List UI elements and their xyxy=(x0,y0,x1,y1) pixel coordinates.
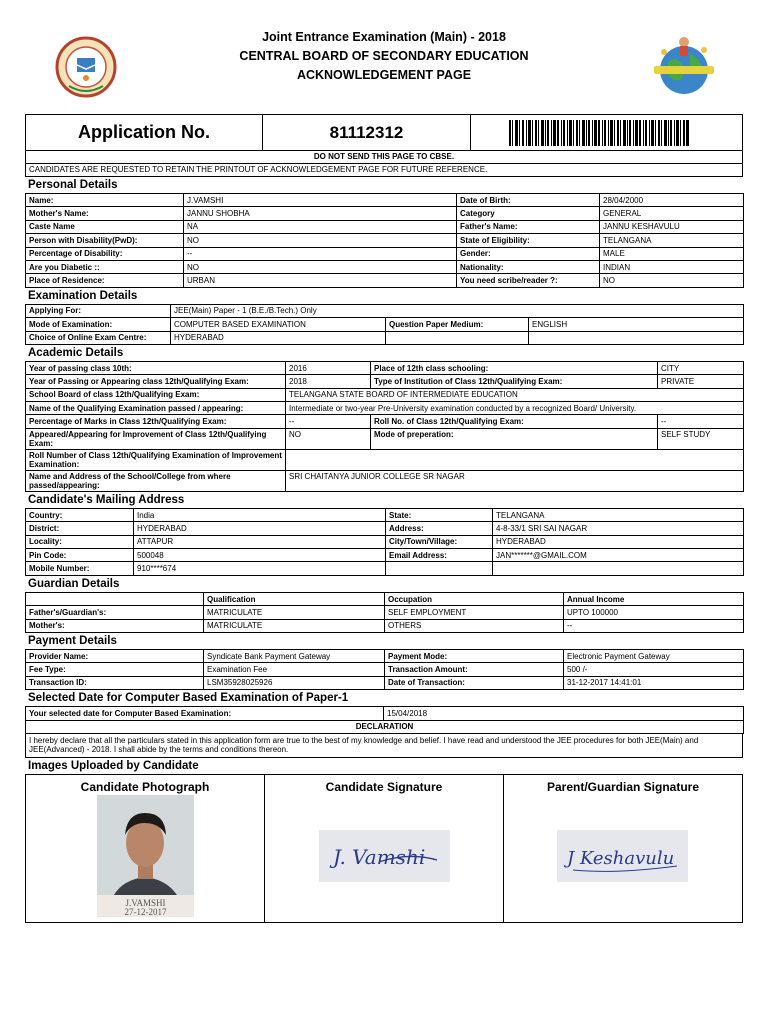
notice-retain-printout: CANDIDATES ARE REQUESTED TO RETAIN THE PRINTOUT OF ACKNOWLEDGEMENT PAGE FOR FUTURE REFERENCE. xyxy=(25,164,743,177)
table-cell-value: CITY xyxy=(658,361,744,374)
application-label: Application No. xyxy=(26,115,263,150)
table-header-row xyxy=(26,592,744,605)
table-cell-label: Question Paper Medium: xyxy=(386,318,529,331)
table-cell-label: Appeared/Appearing for Improvement of Class 12th/Qualifying Exam: xyxy=(26,428,286,449)
table-cell-value: TELANGANA xyxy=(600,234,744,247)
table-cell-value: SELF STUDY xyxy=(658,428,744,449)
table-cell-value: -- xyxy=(564,619,744,632)
section-title-address: Candidate's Mailing Address xyxy=(28,493,185,506)
table-cell-value: COMPUTER BASED EXAMINATION xyxy=(171,318,386,331)
table-cell-value: 2016 xyxy=(286,361,371,374)
photo-caption: Candidate Photograph xyxy=(80,779,210,794)
table-cell-label: Transaction Amount: xyxy=(385,663,564,676)
table-cell-label: Provider Name: xyxy=(26,649,204,662)
table-row xyxy=(26,606,744,619)
table-cell-value: MATRICULATE xyxy=(204,606,385,619)
table-cell-value: NO xyxy=(286,428,371,449)
table-row xyxy=(26,562,744,575)
declaration-title: DECLARATION xyxy=(26,720,744,733)
table-cell-value: 2018 xyxy=(286,375,371,388)
table-cell-label: Email Address: xyxy=(386,549,493,562)
table-column-header: Annual Income xyxy=(564,592,744,605)
table-row xyxy=(26,522,744,535)
table-cell-label: Mobile Number: xyxy=(26,562,134,575)
table-row xyxy=(26,649,744,662)
table-cell-value: ENGLISH xyxy=(529,318,744,331)
table-cell-value: PRIVATE xyxy=(658,375,744,388)
exam-title: Joint Entrance Examination (Main) - 2018 xyxy=(262,30,506,44)
cbe-date-table xyxy=(25,706,744,734)
table-cell-label: Locality: xyxy=(26,535,134,548)
acknowledgement-form xyxy=(25,114,743,923)
table-cell-value: TELANGANA xyxy=(493,508,744,521)
table-cell-label: Year of passing class 10th: xyxy=(26,361,286,374)
mascot-globe-logo xyxy=(650,30,718,102)
table-row xyxy=(26,415,744,428)
table-cell-empty xyxy=(386,331,529,344)
table-cell-value: NO xyxy=(184,260,457,273)
section-title-guardian: Guardian Details xyxy=(28,577,120,590)
table-cell-value: LSM35928025926 xyxy=(204,676,385,689)
table-cell-label: Mode of Examination: xyxy=(26,318,171,331)
table-row xyxy=(26,220,744,233)
table-cell-label: Name and Address of the School/College from where passed/appearing: xyxy=(26,470,286,491)
table-cell-label: Name: xyxy=(26,194,184,207)
table-row xyxy=(26,402,744,415)
parent-signature-caption: Parent/Guardian Signature xyxy=(546,779,700,794)
table-cell-label: Father's Name: xyxy=(457,220,600,233)
parent-signature xyxy=(557,830,688,882)
table-cell-value: -- xyxy=(658,415,744,428)
table-cell-value: GENERAL xyxy=(600,207,744,220)
table-cell-value: J.VAMSHI xyxy=(184,194,457,207)
table-cell-label: Mother's: xyxy=(26,619,204,632)
table-row xyxy=(26,549,744,562)
notice-do-not-send: DO NOT SEND THIS PAGE TO CBSE. xyxy=(25,151,743,164)
table-cell-label: Percentage of Marks in Class 12th/Qualifying Exam: xyxy=(26,415,286,428)
table-cell-value: 31-12-2017 14:41:01 xyxy=(564,676,744,689)
table-column-header xyxy=(26,592,204,605)
table-row xyxy=(26,331,744,344)
table-cell-label: Transaction ID: xyxy=(26,676,204,689)
table-cell-label: District: xyxy=(26,522,134,535)
table-row xyxy=(26,260,744,273)
candidate-signature-cell xyxy=(265,775,504,922)
academic-details-table xyxy=(25,361,744,492)
candidate-photograph xyxy=(97,795,194,917)
table-cell-value: MATRICULATE xyxy=(204,619,385,632)
table-row xyxy=(26,428,744,449)
table-cell-value: URBAN xyxy=(184,274,457,287)
parent-signature-text: J Keshavulu xyxy=(567,847,675,869)
guardian-details-table xyxy=(25,592,744,633)
page-title: ACKNOWLEDGEMENT PAGE xyxy=(296,68,472,82)
table-cell-value: 500048 xyxy=(134,549,386,562)
table-cell-label: Name of the Qualifying Examination passed / appearing: xyxy=(26,402,286,415)
table-cell-label: Pin Code: xyxy=(26,549,134,562)
section-title-exam: Examination Details xyxy=(28,289,138,302)
table-cell-value: TELANGANA STATE BOARD OF INTERMEDIATE EDUCATION xyxy=(286,388,744,401)
table-cell-label: Date of Birth: xyxy=(457,194,600,207)
table-cell-label: Type of Institution of Class 12th/Qualifying Exam: xyxy=(371,375,658,388)
section-title-academic: Academic Details xyxy=(28,346,124,359)
table-cell-label: Caste Name xyxy=(26,220,184,233)
table-cell-label: Date of Transaction: xyxy=(385,676,564,689)
table-row xyxy=(26,207,744,220)
section-title-payment: Payment Details xyxy=(28,634,117,647)
photo-cell xyxy=(26,775,265,922)
table-cell-label: Roll No. of Class 12th/Qualifying Exam: xyxy=(371,415,658,428)
table-cell-label: School Board of class 12th/Qualifying Exam: xyxy=(26,388,286,401)
table-cell-label: Percentage of Disability: xyxy=(26,247,184,260)
table-cell-value: Syndicate Bank Payment Gateway xyxy=(204,649,385,662)
table-cell-label: Payment Mode: xyxy=(385,649,564,662)
table-cell-label: State of Eligibility: xyxy=(457,234,600,247)
table-cell-value: HYDERABAD xyxy=(493,535,744,548)
table-cell-label: Choice of Online Exam Centre: xyxy=(26,331,171,344)
table-row xyxy=(26,508,744,521)
exam-details-table xyxy=(25,304,744,345)
mailing-address-table xyxy=(25,508,744,576)
table-row xyxy=(26,375,744,388)
section-title-images: Images Uploaded by Candidate xyxy=(28,759,199,772)
table-cell-value: 4-8-33/1 SRI SAI NAGAR xyxy=(493,522,744,535)
table-cell-value: 910****674 xyxy=(134,562,386,575)
application-number-bar xyxy=(25,114,743,151)
table-cell-value: JEE(Main) Paper - 1 (B.E./B.Tech.) Only xyxy=(171,304,744,317)
table-cell-value: ATTAPUR xyxy=(134,535,386,548)
parent-signature-cell xyxy=(504,775,742,922)
candidate-signature-caption: Candidate Signature xyxy=(325,779,443,794)
table-row xyxy=(26,304,744,317)
table-row xyxy=(26,318,744,331)
table-row xyxy=(26,707,744,720)
table-cell-value: Electronic Payment Gateway xyxy=(564,649,744,662)
table-cell-label: Applying For: xyxy=(26,304,171,317)
table-cell-value: SELF EMPLOYMENT xyxy=(385,606,564,619)
table-cell-value: India xyxy=(134,508,386,521)
table-row xyxy=(26,470,744,491)
table-cell-label xyxy=(386,562,493,575)
table-cell-value: 15/04/2018 xyxy=(384,707,744,720)
section-title-cbe-date: Selected Date for Computer Based Examination of Paper-1 xyxy=(28,692,349,705)
table-column-header: Qualification xyxy=(204,592,385,605)
table-cell-value: Intermediate or two-year Pre-University examination conducted by a recognized Board/ University. xyxy=(286,402,744,415)
table-cell-label: Are you Diabetic :: xyxy=(26,260,184,273)
table-cell-label: Your selected date for Computer Based Examination: xyxy=(26,707,384,720)
table-cell-label: Nationality: xyxy=(457,260,600,273)
table-cell-value: UPTO 100000 xyxy=(564,606,744,619)
table-cell-label: Country: xyxy=(26,508,134,521)
table-row xyxy=(26,535,744,548)
table-cell-value: JANNU KESHAVULU xyxy=(600,220,744,233)
table-cell-value: HYDERABAD xyxy=(171,331,386,344)
table-cell-value: INDIAN xyxy=(600,260,744,273)
declaration-text: I hereby declare that all the particulars stated in this application form are true to the best of my knowledge and belief. I have read and understood the JEE procedures for both JEE(Main) and JEE(Advanced) - 2018. I shall abide by the terms and conditions thereon. xyxy=(25,734,743,758)
table-cell-label: You need scribe/reader ?: xyxy=(457,274,600,287)
table-cell-label: State: xyxy=(386,508,493,521)
table-cell-label: Place of Residence: xyxy=(26,274,184,287)
table-cell-label: Mother's Name: xyxy=(26,207,184,220)
table-cell-label: Roll Number of Class 12th/Qualifying Examination of Improvement Examination: xyxy=(26,449,286,470)
table-cell-label: City/Town/Village: xyxy=(386,535,493,548)
table-cell-label: Year of Passing or Appearing class 12th/Qualifying Exam: xyxy=(26,375,286,388)
table-row xyxy=(26,274,744,287)
table-cell-value: MALE xyxy=(600,247,744,260)
table-cell-label: Mode of preperation: xyxy=(371,428,658,449)
table-row xyxy=(26,720,744,733)
table-cell-value xyxy=(493,562,744,575)
table-cell-label: Father's/Guardian's: xyxy=(26,606,204,619)
table-row xyxy=(26,388,744,401)
table-column-header: Occupation xyxy=(385,592,564,605)
candidate-signature xyxy=(319,830,450,882)
payment-details-table xyxy=(25,649,744,690)
table-row xyxy=(26,449,744,470)
table-cell-value: 28/04/2000 xyxy=(600,194,744,207)
table-cell-value: NO xyxy=(184,234,457,247)
table-cell-label: Place of 12th class schooling: xyxy=(371,361,658,374)
board-title: CENTRAL BOARD OF SECONDARY EDUCATION xyxy=(239,49,529,63)
table-cell-value: NO xyxy=(600,274,744,287)
table-cell-value: -- xyxy=(286,415,371,428)
table-cell-value: 500 /- xyxy=(564,663,744,676)
table-cell-value: JANNU SHOBHA xyxy=(184,207,457,220)
table-cell-value xyxy=(286,449,744,470)
photo-stamp-date: 27-12-2017 xyxy=(124,906,167,917)
table-cell-label: Gender: xyxy=(457,247,600,260)
table-row xyxy=(26,194,744,207)
personal-details-table xyxy=(25,193,744,288)
table-cell-value: JAN*******@GMAIL.COM xyxy=(493,549,744,562)
table-row xyxy=(26,663,744,676)
uploaded-images xyxy=(25,774,743,923)
table-cell-label: Fee Type: xyxy=(26,663,204,676)
table-row xyxy=(26,619,744,632)
table-cell-value: NA xyxy=(184,220,457,233)
section-title-personal: Personal Details xyxy=(28,179,118,191)
application-number: 81112312 xyxy=(263,115,471,150)
table-cell-value: SRI CHAITANYA JUNIOR COLLEGE SR NAGAR xyxy=(286,470,744,491)
barcode xyxy=(471,115,742,150)
table-row xyxy=(26,234,744,247)
photo-stamp-name: J.VAMSHI xyxy=(125,897,166,908)
table-cell-value: HYDERABAD xyxy=(134,522,386,535)
table-row xyxy=(26,676,744,689)
table-cell-value: -- xyxy=(184,247,457,260)
table-cell-value: OTHERS xyxy=(385,619,564,632)
table-cell-label: Address: xyxy=(386,522,493,535)
candidate-signature-text: J. Vamshi xyxy=(333,844,426,869)
table-row xyxy=(26,361,744,374)
table-cell-empty xyxy=(529,331,744,344)
table-cell-label: Person with Disability(PwD): xyxy=(26,234,184,247)
table-row xyxy=(26,247,744,260)
table-cell-value: Examination Fee xyxy=(204,663,385,676)
table-cell-label: Category xyxy=(457,207,600,220)
